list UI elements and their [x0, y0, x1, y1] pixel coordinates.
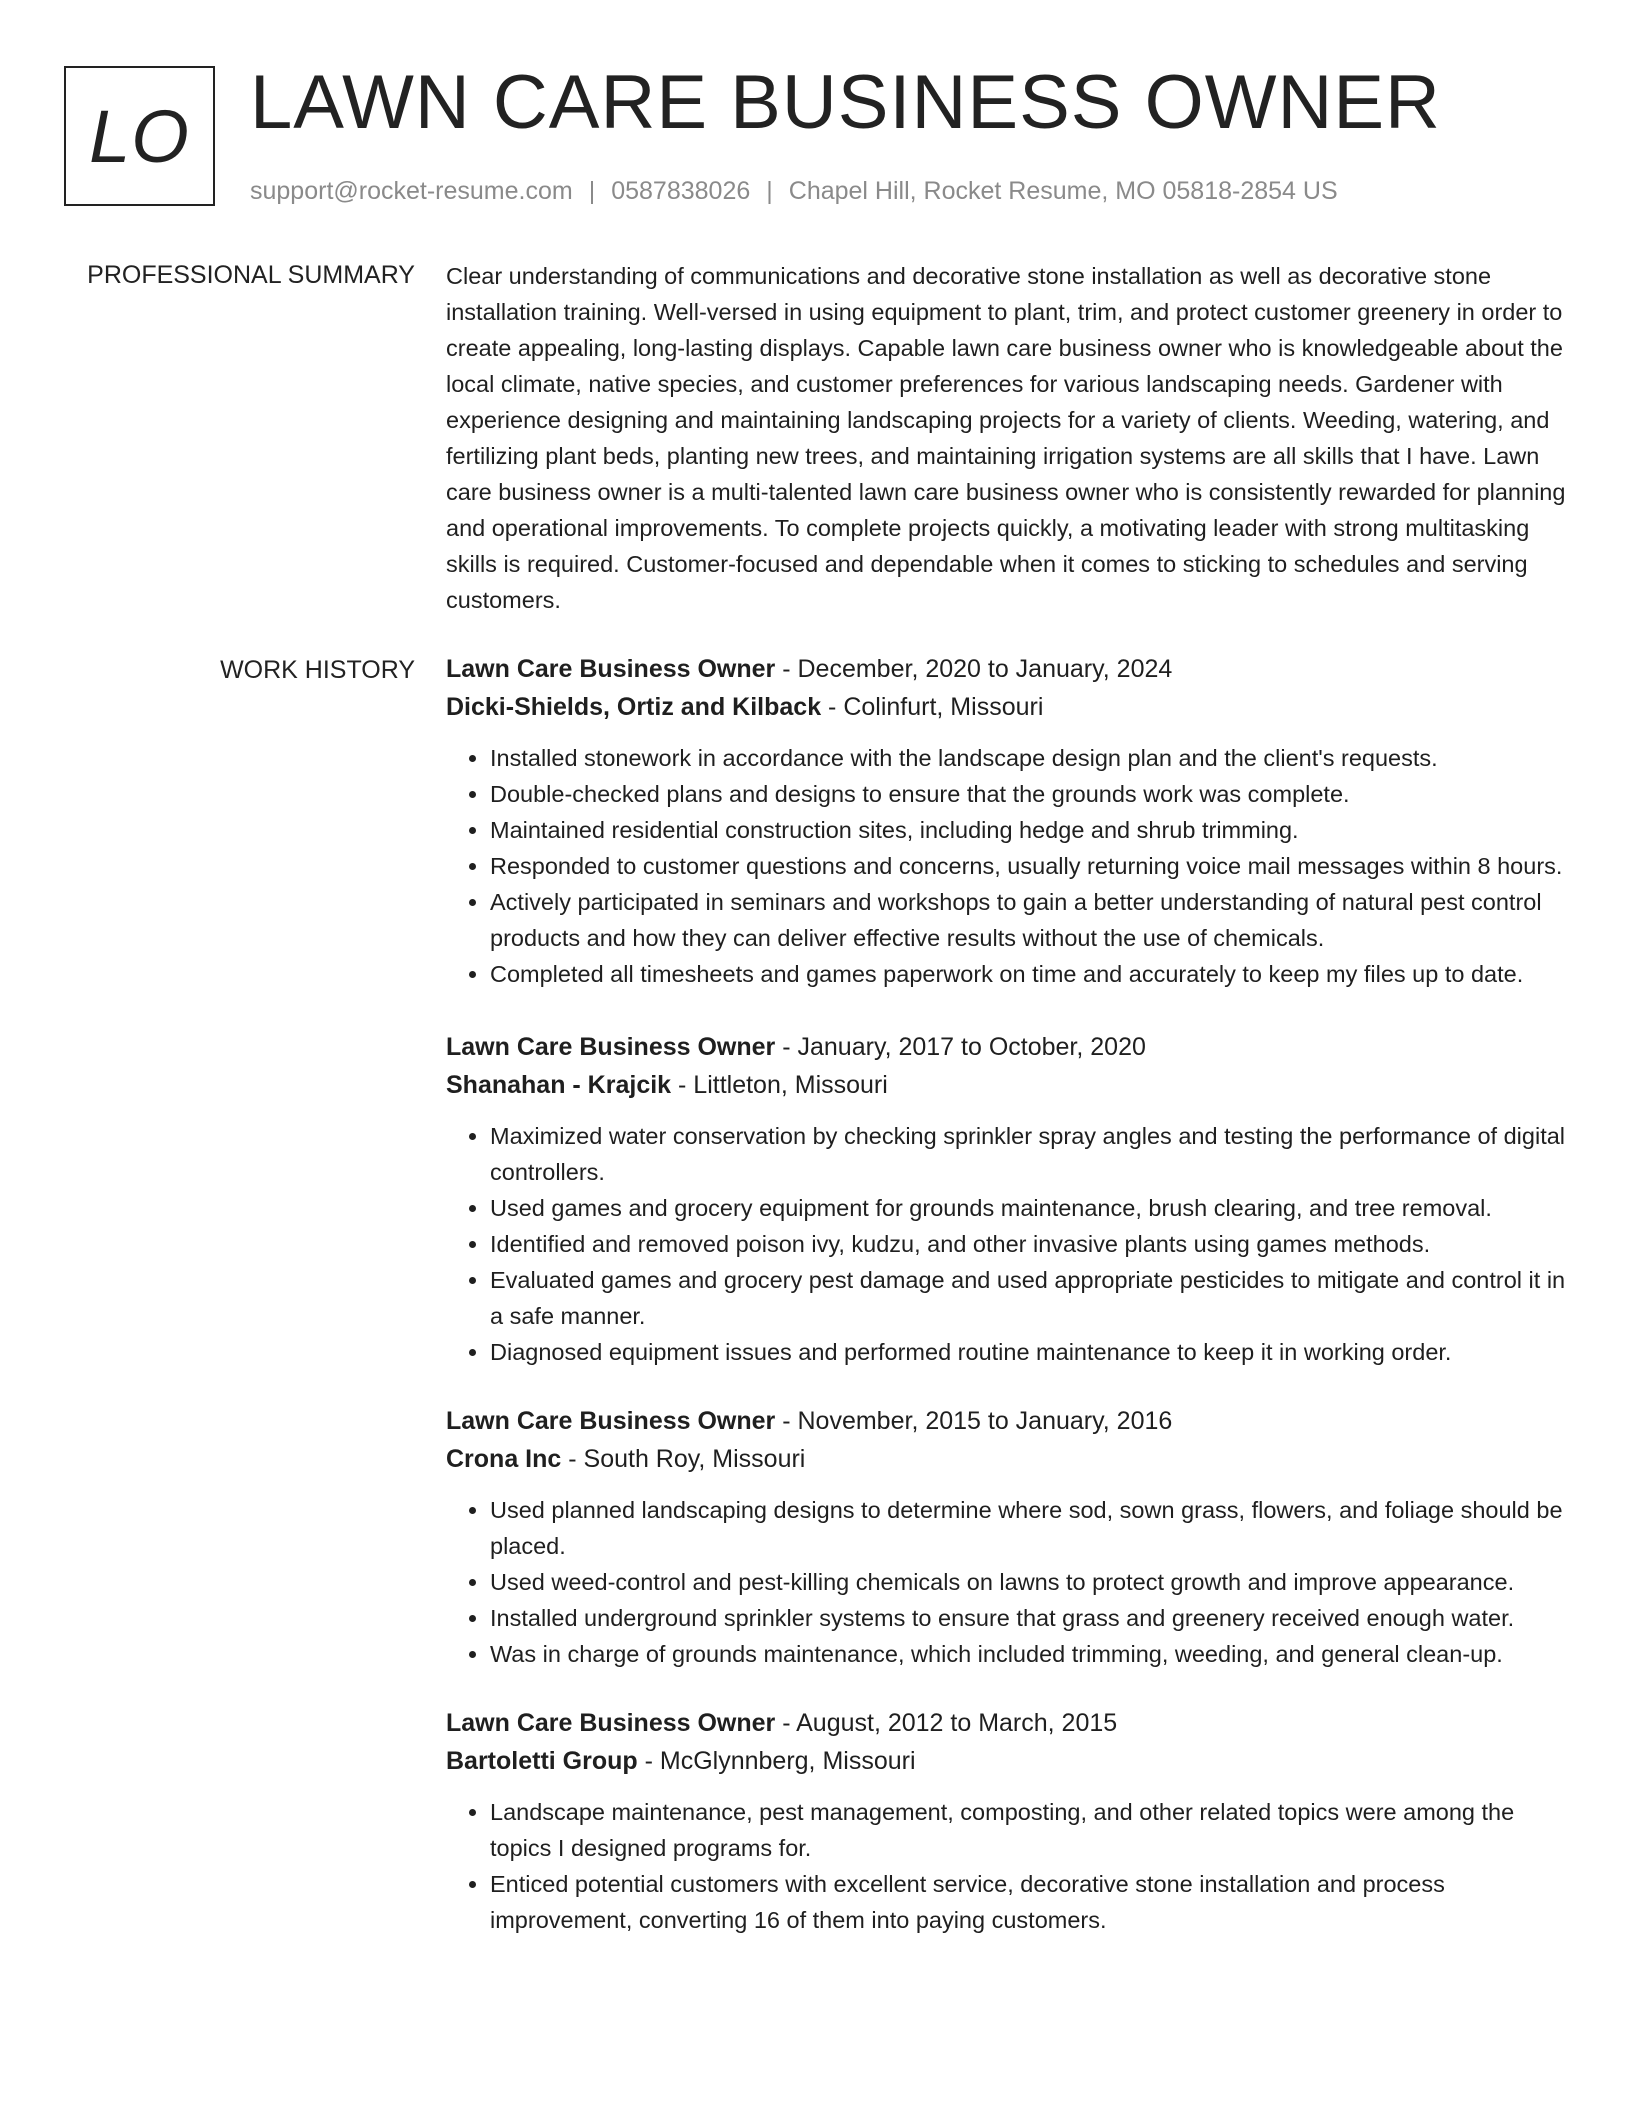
job-title: Lawn Care Business Owner — [446, 1407, 776, 1435]
job-bullet: • Was in charge of grounds maintenance, which included trimming, weeding, and general clean-up. — [490, 1636, 1566, 1672]
job-location: - McGlynnberg, Missouri — [637, 1747, 916, 1775]
job-bullet: • Actively participated in seminars and workshops to gain a better understanding of natural pest control products and how they can deliver effective results without the use of chemicals. — [490, 884, 1566, 956]
job-bullet: • Enticed potential customers with excellent service, decorative stone installation and process improvement, converting 16 of them into paying customers. — [490, 1866, 1566, 1938]
job-company: Bartoletti Group — [446, 1747, 638, 1775]
job-entry — [446, 1402, 1566, 1672]
job-bullet: • Responded to customer questions and concerns, usually returning voice mail messages within 8 hours. — [490, 848, 1566, 884]
job-bullet: • Double-checked plans and designs to ensure that the grounds work was complete. — [490, 776, 1566, 812]
job-dates: - January, 2017 to October, 2020 — [775, 1033, 1146, 1061]
monogram-badge: LO — [64, 66, 215, 206]
job-bullets — [446, 1794, 1566, 1938]
job-location: - Littleton, Missouri — [671, 1071, 888, 1099]
job-title-line — [446, 1028, 1566, 1066]
job-company: Dicki-Shields, Ortiz and Kilback — [446, 693, 822, 721]
job-bullet: • Maximized water conservation by checking sprinkler spray angles and testing the performance of digital controllers. — [490, 1118, 1566, 1190]
job-company: Crona Inc — [446, 1445, 562, 1473]
job-entry — [446, 1704, 1566, 1938]
job-bullet: • Installed underground sprinkler systems to ensure that grass and greenery received enough water. — [490, 1600, 1566, 1636]
job-title: Lawn Care Business Owner — [446, 1709, 776, 1737]
job-title: Lawn Care Business Owner — [446, 655, 776, 683]
job-title-line — [446, 650, 1566, 688]
job-title: Lawn Care Business Owner — [446, 1033, 776, 1061]
contact-separator: | — [766, 177, 773, 205]
contact-line — [250, 174, 1338, 208]
summary-section — [446, 258, 1566, 618]
job-bullet: • Maintained residential construction sites, including hedge and shrub trimming. — [490, 812, 1566, 848]
job-dates: - November, 2015 to January, 2016 — [775, 1407, 1173, 1435]
job-bullet: • Used planned landscaping designs to determine where sod, sown grass, flowers, and foliage should be placed. — [490, 1492, 1566, 1564]
job-bullet: • Used weed-control and pest-killing chemicals on lawns to protect growth and improve appearance. — [490, 1564, 1566, 1600]
job-bullets — [446, 1118, 1566, 1370]
job-bullet: • Landscape maintenance, pest management, composting, and other related topics were among the topics I designed programs for. — [490, 1794, 1566, 1866]
contact-email: support@rocket-resume.com — [250, 177, 573, 205]
job-location: - South Roy, Missouri — [561, 1445, 806, 1473]
work-history-heading: WORK HISTORY — [220, 656, 415, 684]
job-company-line — [446, 688, 1566, 726]
summary-heading: PROFESSIONAL SUMMARY — [87, 261, 415, 289]
work-history-section — [446, 650, 1566, 1956]
summary-text: Clear understanding of communications and decorative stone installation as well as decorative stone installation training. Well-versed in using equipment to plant, trim, and protect customer greenery in order to create appealing, long-lasting displays. Capable lawn care business owner who is knowledgeable about the local climate, native species, and customer preferences for various landscaping needs. Gardener with experience designing and maintaining landscaping projects for a variety of clients. Weeding, watering, and fertilizing plant beds, planting new trees, and maintaining irrigation systems are all skills that I have. Lawn care business owner is a multi-talented lawn care business owner who is consistently rewarded for planning and operational improvements. To complete projects quickly, a motivating leader with strong multitasking skills is required. Customer-focused and dependable when it comes to sticking to schedules and serving customers. — [446, 263, 1566, 613]
job-bullet: • Identified and removed poison ivy, kudzu, and other invasive plants using games methods. — [490, 1226, 1566, 1262]
job-bullet: • Used games and grocery equipment for grounds maintenance, brush clearing, and tree removal. — [490, 1190, 1566, 1226]
job-entry — [446, 650, 1566, 992]
job-title-line — [446, 1402, 1566, 1440]
contact-phone: 0587838026 — [611, 177, 751, 205]
job-entry — [446, 1028, 1566, 1370]
job-bullet: • Installed stonework in accordance with the landscape design plan and the client's requests. — [490, 740, 1566, 776]
job-dates: - August, 2012 to March, 2015 — [775, 1709, 1118, 1737]
job-company-line — [446, 1066, 1566, 1104]
contact-separator: | — [588, 177, 596, 205]
contact-address: Chapel Hill, Rocket Resume, MO 05818-2854 US — [788, 177, 1338, 205]
job-bullet: • Evaluated games and grocery pest damage and used appropriate pesticides to mitigate and control it in a safe manner. — [490, 1262, 1566, 1334]
job-company-line — [446, 1742, 1566, 1780]
job-bullet: • Completed all timesheets and games paperwork on time and accurately to keep my files up to date. — [490, 956, 1566, 992]
job-bullets — [446, 1492, 1566, 1672]
job-title-line — [446, 1704, 1566, 1742]
job-location: - Colinfurt, Missouri — [821, 693, 1044, 721]
page-title: LAWN CARE BUSINESS OWNER — [250, 60, 1441, 145]
job-company-line — [446, 1440, 1566, 1478]
job-company: Shanahan - Krajcik — [446, 1071, 672, 1099]
job-bullets — [446, 740, 1566, 992]
job-bullet: • Diagnosed equipment issues and performed routine maintenance to keep it in working order. — [490, 1334, 1566, 1370]
job-dates: - December, 2020 to January, 2024 — [775, 655, 1173, 683]
